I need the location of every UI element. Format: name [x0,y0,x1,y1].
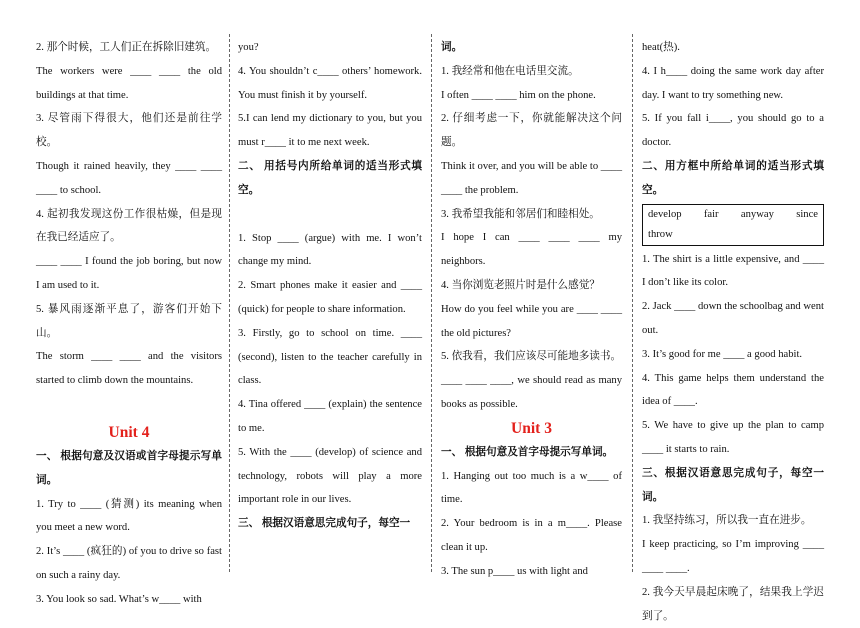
exercise-item: 2. Jack ____ down the schoolbag and went out. [642,301,824,336]
exercise-item: 1. Try to ____ (猜测) its meaning when you meet a new word. [36,498,222,534]
exercise-item: 5. With the ____ (develop) of science and technology, robots will play a more important role in our lives. [238,446,422,506]
cn-prompt: 2. 我今天早晨起床晚了，结果我上学迟到了。 [642,586,824,622]
cn-prompt: 5. 暴风雨逐渐平息了，游客们开始下山。 [36,303,222,339]
section-heading: 一、 根据句意及汉语或首字母提示写单词。 [36,450,222,486]
column-divider [229,34,230,572]
en-sentence: How do you feel while you are ____ ____ the old pictures? [441,303,622,339]
cn-prompt: 2. 仔细考虑一下，你就能解决这个问题。 [441,113,622,149]
exercise-item: 5. We have to give up the plan to camp ____ it starts to rain. [642,420,824,455]
section-heading: 一、 根据句意及首字母提示写单词。 [441,446,614,458]
exercise-item: 4. You shouldn’t c____ others’ homework. You must finish it by yourself. [238,65,422,101]
word-box: develop fair anyway since throw [642,204,824,246]
section-heading: 三、 根据汉语意思完成句子，每空一 [238,518,411,530]
column-divider [431,34,432,572]
cn-prompt: 4. 起初我发现这份工作很枯燥，但是现在我已经适应了。 [36,208,222,244]
cn-prompt: 3. 尽管雨下得很大，他们还是前往学校。 [36,113,222,149]
en-sentence: ____ ____ ____, we should read as many books as possible. [441,375,622,410]
unit-title: Unit 4 [108,423,150,441]
exercise-item: 4. I h____ doing the same work day after day. I want to try something new. [642,65,824,101]
en-sentence: The workers were ____ ____ the old buildings at that time. [36,65,222,101]
en-sentence: I hope I can ____ ____ ____ my neighbors. [441,232,622,268]
exercise-item: heat(热). [642,42,680,53]
en-sentence: Think it over, and you will be able to ____ ____ the problem. [441,160,622,196]
en-sentence: Though it rained heavily, they ____ ____ ____ to school. [36,160,222,196]
exercise-item: 5. If you fall i____, you should go to a doctor. [642,113,824,149]
exercise-item: 3. You look so sad. What’s w____ with [36,593,202,605]
exercise-item: 4. This game helps them understand the idea of ____. [642,372,824,408]
cn-prompt: 1. 我经常和他在电话里交流。 [441,65,579,77]
cn-prompt: 3. 我希望我能和邻居们和睦相处。 [441,208,600,220]
exercise-item: 3. Firstly, go to school on time. ____ (second), listen to the teacher carefully in class. [238,327,422,387]
cn-prompt: 5. 依我看，我们应该尽可能地多读书。 [441,351,622,363]
exercise-item: 2. It’s ____ (疯狂的) of you to drive so fast on such a rainy day. [36,546,222,581]
section-heading: 三、根据汉语意思完成句子，每空一词。 [642,467,824,503]
exercise-item: you? [238,42,259,53]
exercise-item: 2. Your bedroom is in a m____. Please clean it up. [441,518,622,553]
exercise-item: 1. The shirt is a little expensive, and ____ I don’t like its color. [642,253,824,289]
column-1 [36,36,222,608]
cn-prompt: 4. 当你浏览老照片时是什么感觉？ [441,279,600,291]
en-sentence: I keep practicing, so I’m improving ____ ____ ____. [642,539,824,574]
exercise-item: 1. Stop ____ (argue) with me. I won’t change my mind. [238,232,422,268]
en-sentence: The storm ____ ____ and the visitors started to climb down the mountains. [36,351,222,387]
section-heading: 二、 用括号内所给单词的适当形式填空。 [238,160,422,196]
column-4 [642,36,824,622]
section-heading: 二、用方框中所给单词的适当形式填空。 [642,160,824,196]
column-3 [441,36,622,608]
exercise-item: 3. The sun p____ us with light and [441,565,588,577]
exercise-item: 1. Hanging out too much is a w____ of time. [441,470,622,506]
column-divider [632,34,633,572]
cn-prompt: 2. 那个时候，工人们正在拆除旧建筑。 [36,42,217,53]
exercise-item: 2. Smart phones make it easier and ____ (quick) for people to share information. [238,280,422,315]
exercise-item: 5.I can lend my dictionary to you, but you must r____ it to me next week. [238,113,422,149]
exercise-item: 3. It’s good for me ____ a good habit. [642,348,803,360]
en-sentence: ____ ____ I found the job boring, but now I am used to it. [36,256,222,291]
column-2 [238,36,422,608]
en-sentence: I often ____ ____ him on the phone. [441,89,596,101]
unit-title: Unit 3 [511,419,552,437]
cn-prompt: 1. 我坚持练习，所以我一直在进步。 [642,515,812,527]
exercise-item: 4. Tina offered ____ (explain) the sentence to me. [238,399,422,434]
section-heading-continued: 词。 [441,42,463,53]
